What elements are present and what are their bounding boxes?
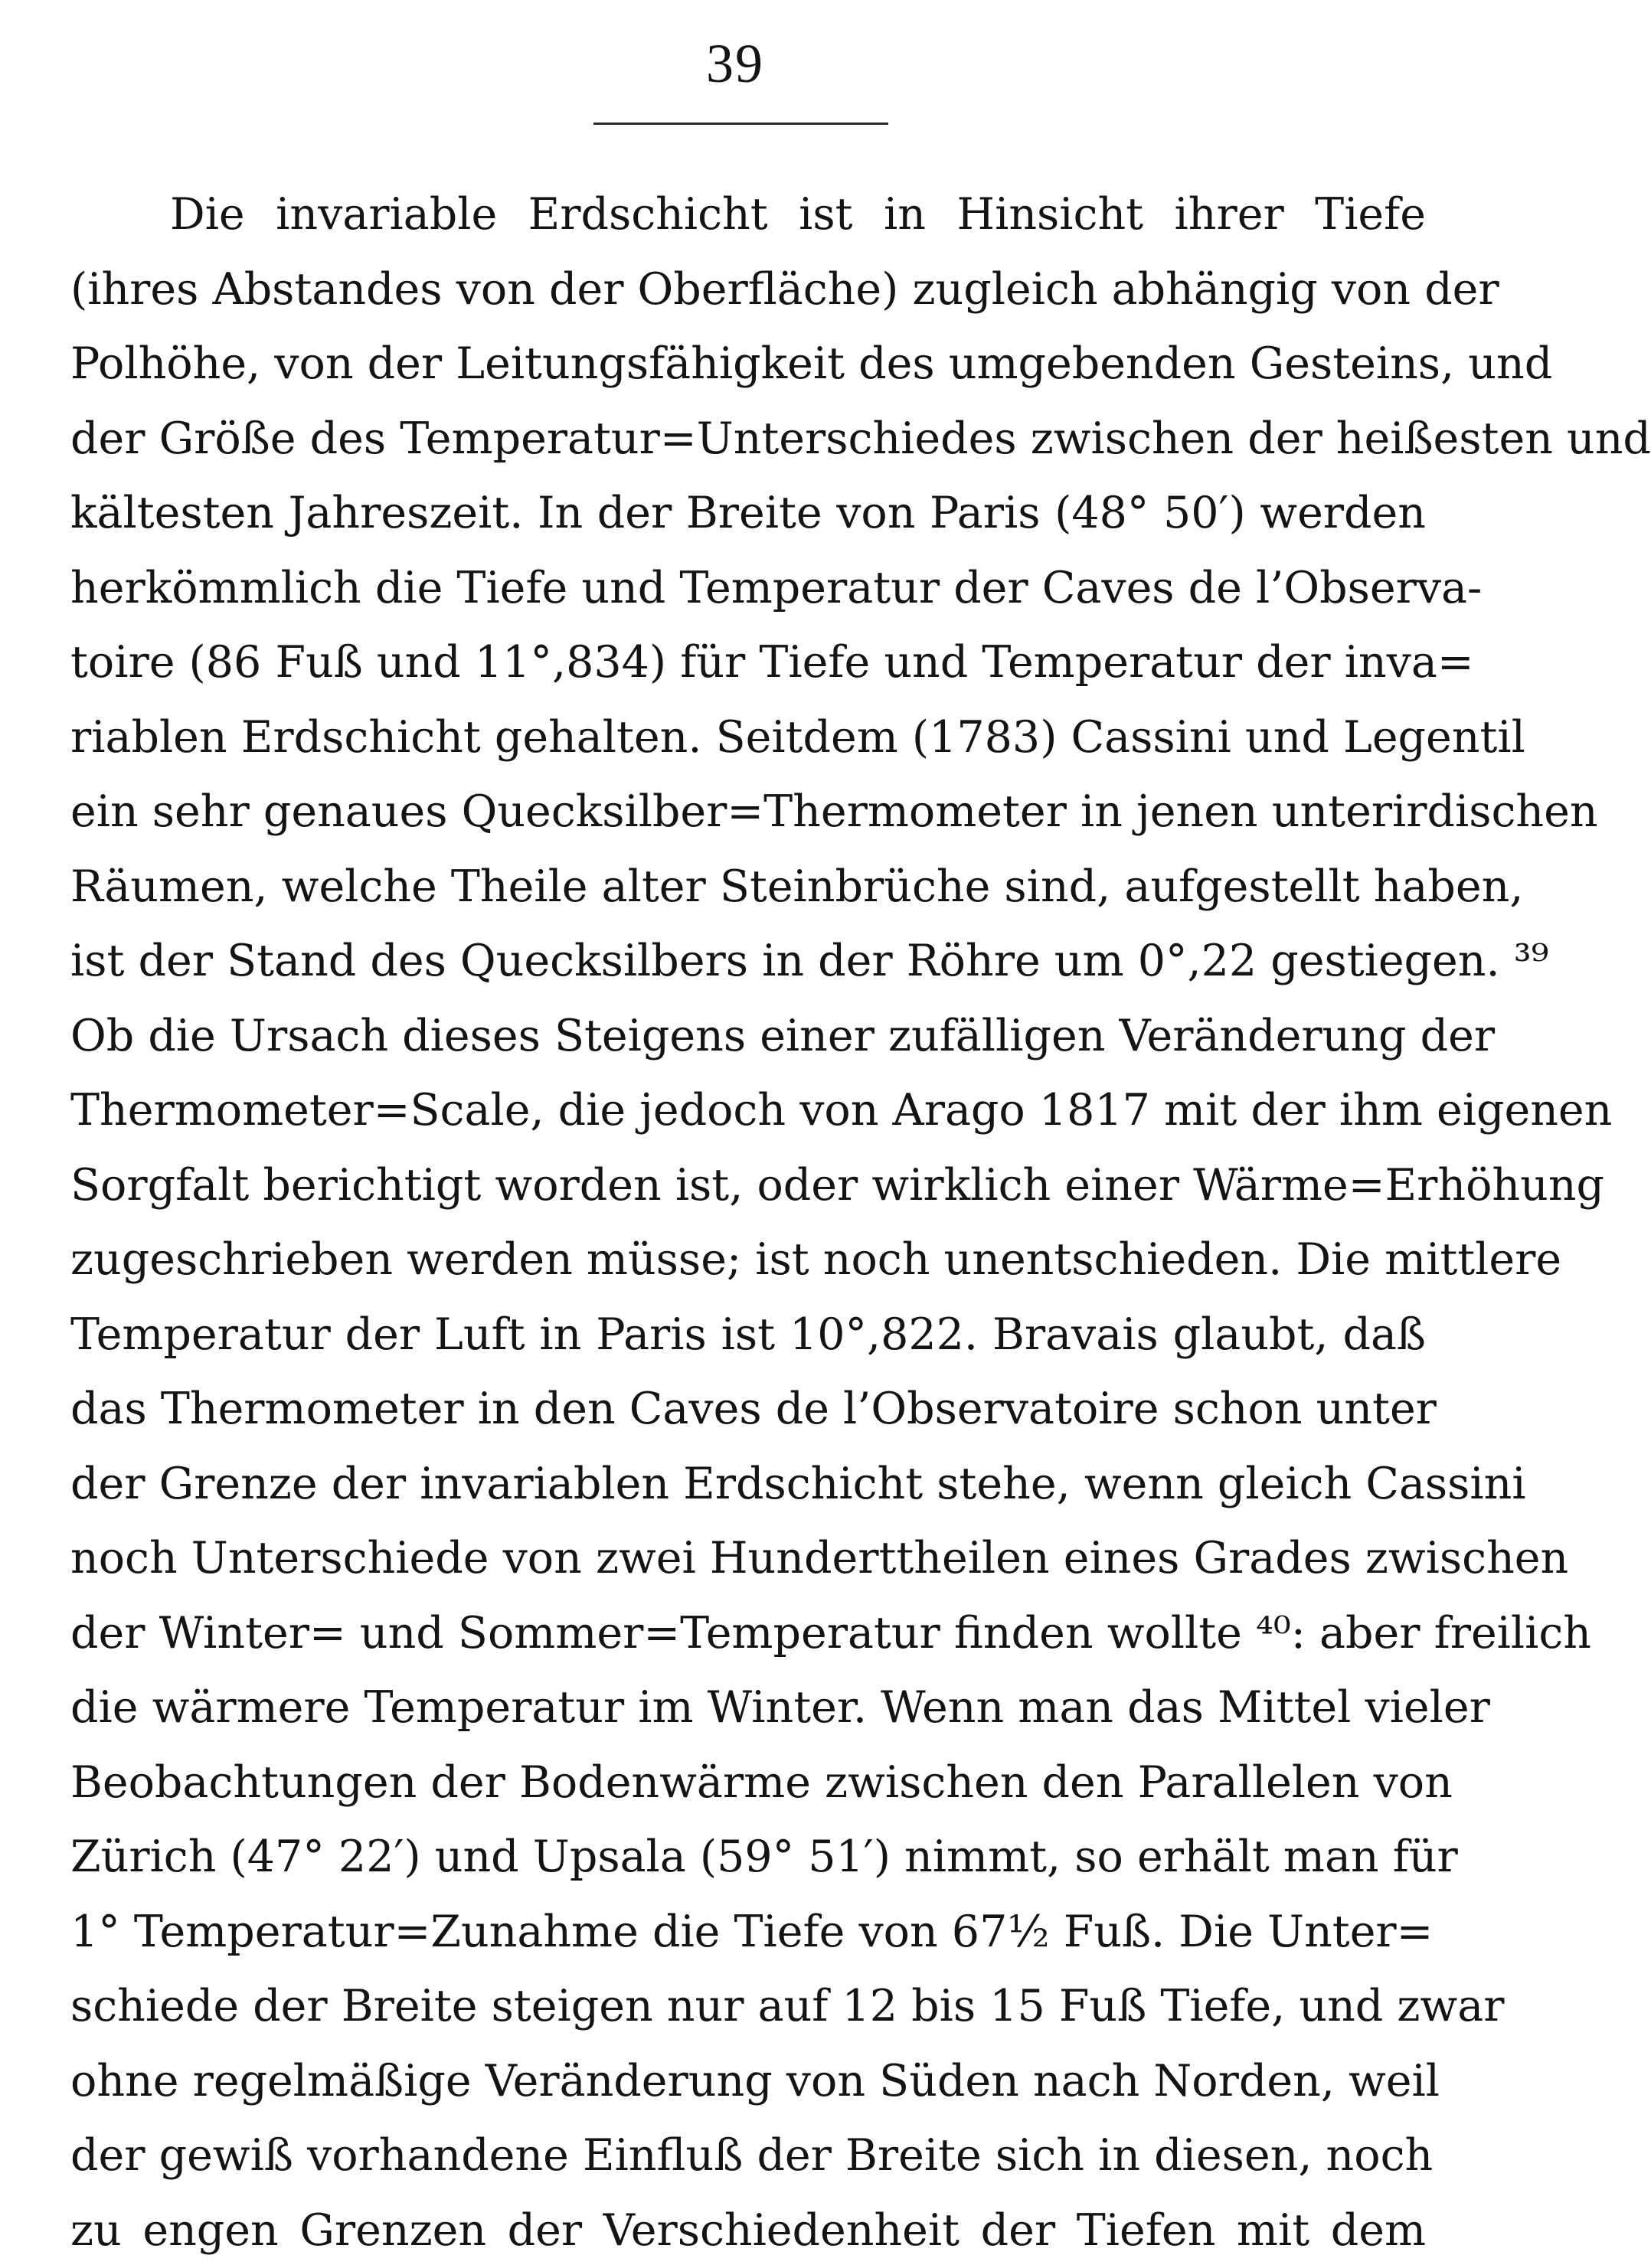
text-line: herkömmlich die Tiefe und Temperatur der Caves de l’Observa- (70, 551, 1426, 626)
text-line: ohne regelmäßige Veränderung von Süden nach Norden, weil (70, 2044, 1426, 2119)
text-line: Ob die Ursach dieses Steigens einer zufälligen Veränderung der (70, 999, 1426, 1074)
text-line: Beobachtungen der Bodenwärme zwischen den Parallelen von (70, 1746, 1426, 1821)
text-line: Polhöhe, von der Leitungsfähigkeit des umgebenden Gesteins, und (70, 327, 1426, 402)
text-line: der Winter= und Sommer=Temperatur finden wollte ⁴⁰: aber freilich (70, 1596, 1426, 1672)
text-line: der gewiß vorhandene Einfluß der Breite sich in diesen, noch (70, 2119, 1426, 2194)
text-line: ist der Stand des Quecksilbers in der Röhre um 0°,22 gestiegen. ³⁹ (70, 924, 1426, 999)
text-line: der Größe des Temperatur=Unterschiedes zwischen der heißesten und (70, 402, 1426, 477)
header-rule (593, 123, 888, 125)
text-line: toire (86 Fuß und 11°,834) für Tiefe und Temperatur der inva= (70, 626, 1426, 701)
text-line: riablen Erdschicht gehalten. Seitdem (1783) Cassini und Legentil (70, 701, 1426, 776)
text-line: (ihres Abstandes von der Oberfläche) zugleich abhängig von der (70, 253, 1426, 328)
page-number: 39 (0, 29, 1470, 98)
text-line: das Thermometer in den Caves de l’Observatoire schon unter (70, 1372, 1426, 1447)
text-line: Thermometer=Scale, die jedoch von Arago 1817 mit der ihm eigenen (70, 1074, 1426, 1149)
text-line: noch Unterschiede von zwei Hunderttheilen eines Grades zwischen (70, 1521, 1426, 1596)
text-line: ein sehr genaues Quecksilber=Thermometer in jenen unterirdischen (70, 775, 1426, 850)
text-line: zu engen Grenzen der Verschiedenheit der Tiefen mit dem (70, 2194, 1426, 2268)
text-line: die wärmere Temperatur im Winter. Wenn man das Mittel vieler (70, 1671, 1426, 1746)
text-line: kältesten Jahreszeit. In der Breite von Paris (48° 50′) werden (70, 476, 1426, 551)
text-line: Sorgfalt berichtigt worden ist, oder wirklich einer Wärme=Erhöhung (70, 1149, 1426, 1224)
body-text (70, 178, 1426, 2268)
text-line: Zürich (47° 22′) und Upsala (59° 51′) nimmt, so erhält man für (70, 1820, 1426, 1895)
text-line: 1° Temperatur=Zunahme die Tiefe von 67½ Fuß. Die Unter= (70, 1895, 1426, 1970)
text-line: der Grenze der invariablen Erdschicht stehe, wenn gleich Cassini (70, 1447, 1426, 1522)
text-line: schiede der Breite steigen nur auf 12 bis 15 Fuß Tiefe, und zwar (70, 1969, 1426, 2044)
text-line: Die invariable Erdschicht ist in Hinsicht ihrer Tiefe (70, 178, 1426, 253)
text-line: zugeschrieben werden müsse; ist noch unentschieden. Die mittlere (70, 1223, 1426, 1298)
text-line: Räumen, welche Theile alter Steinbrüche sind, aufgestellt haben, (70, 850, 1426, 925)
text-line: Temperatur der Luft in Paris ist 10°,822. Bravais glaubt, daß (70, 1298, 1426, 1373)
